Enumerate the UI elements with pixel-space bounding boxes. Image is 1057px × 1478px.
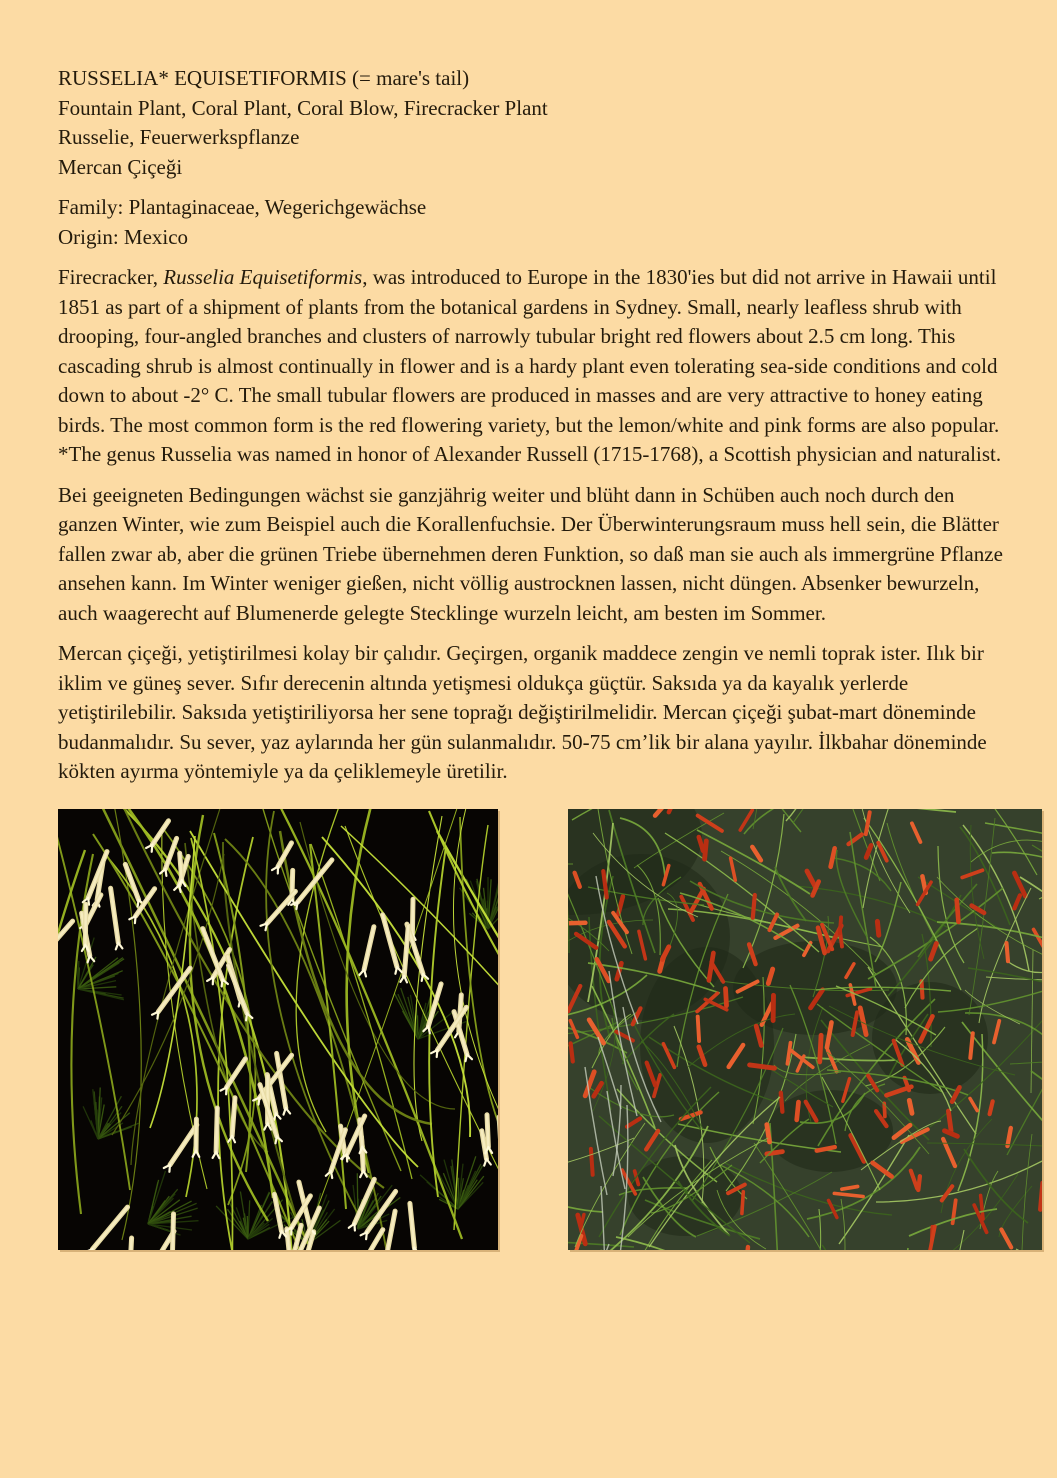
facts-block [58, 193, 1003, 252]
right-photo-svg [568, 809, 1042, 1250]
left-photo-svg [58, 809, 498, 1250]
common-names-german: Russelie, Feuerwerkspflanze [58, 125, 300, 149]
paragraph-german: Bei geeigneten Bedingungen wächst sie ganzjährig weiter und blüht dann in Schüben auch noch durch den ganzen Winter, wie zum Beispiel auch die Korallenfuchsie. Der Überwinterungsraum muss hell sein, die Blätter fallen zwar ab, aber die grünen Triebe übernehmen deren Funktion, so daß man sie auch als immergrüne Pflanze ansehen kann. Im Winter weniger gießen, nicht völlig austrocknen lassen, nicht düngen. Absenker bewurzeln, auch waagerecht auf Blumenerde gelegte Stecklinge wurzeln leicht, am besten im Sommer. [58, 482, 1003, 625]
paragraph-turkish: Mercan çiçeği, yetiştirilmesi kolay bir çalıdır. Geçirgen, organik maddece zengin ve nemli toprak ister. Ilık bir iklim ve güneş sever. Sıfır derecenin altında yetişmesi oldukça güçtür. Saksıda ya da kayalık yerlerde yetiştirilebilir. Saksıda yetiştiriliyorsa her sene toprağı değiştirilmelidir. Mercan çiçeği şubat-mart döneminde budanmalıdır. Su sever, yaz aylarında her gün sulanmalıdır. 50-75 cm’lik bir alana yayılır. İlkbahar döneminde kökten ayırma yöntemiyle ya da çeliklemeyle üretilir. [58, 641, 987, 783]
page-title: RUSSELIA* EQUISETIFORMIS (= mare's tail) [58, 66, 470, 90]
family-line: Family: Plantaginaceae, Wegerichgewächse [58, 195, 427, 219]
english-intro-rest: , was introduced to Europe in the 1830'ies but did not arrive in Hawaii until 1851 as part of a shipment of plants from the botanical gardens in Sydney. Small, nearly leafless shrub with drooping, four-angled branches and clusters of narrowly tubular bright red flowers about 2.5 cm long. This cascading shrub is almost continually in flower and is a hardy plant even tolerating sea-side conditions and cold down to about -2° C. The small tubular flowers are produced in masses and are very attractive to honey eating birds. The most common form is the red flowering variety, but the lemon/white and pink forms are also popular. [58, 265, 1000, 437]
common-names-english: Fountain Plant, Coral Plant, Coral Blow, Firecracker Plant [58, 95, 548, 120]
english-intro-prefix: Firecracker, [58, 265, 164, 289]
paragraph-english [58, 263, 1003, 470]
title-block [58, 64, 1003, 182]
common-names-turkish: Mercan Çiçeği [58, 154, 183, 179]
english-footnote: *The genus Russelia was named in honor of Alexander Russell (1715-1768), a Scottish physician and naturalist. [58, 442, 1002, 466]
photo-row [58, 809, 1003, 1250]
origin-line: Origin: Mexico [58, 224, 189, 249]
species-name-italic: Russelia Equisetiformis [163, 265, 363, 289]
photo-red-flowers [568, 809, 1042, 1250]
photo-cream-flowers [58, 809, 498, 1250]
